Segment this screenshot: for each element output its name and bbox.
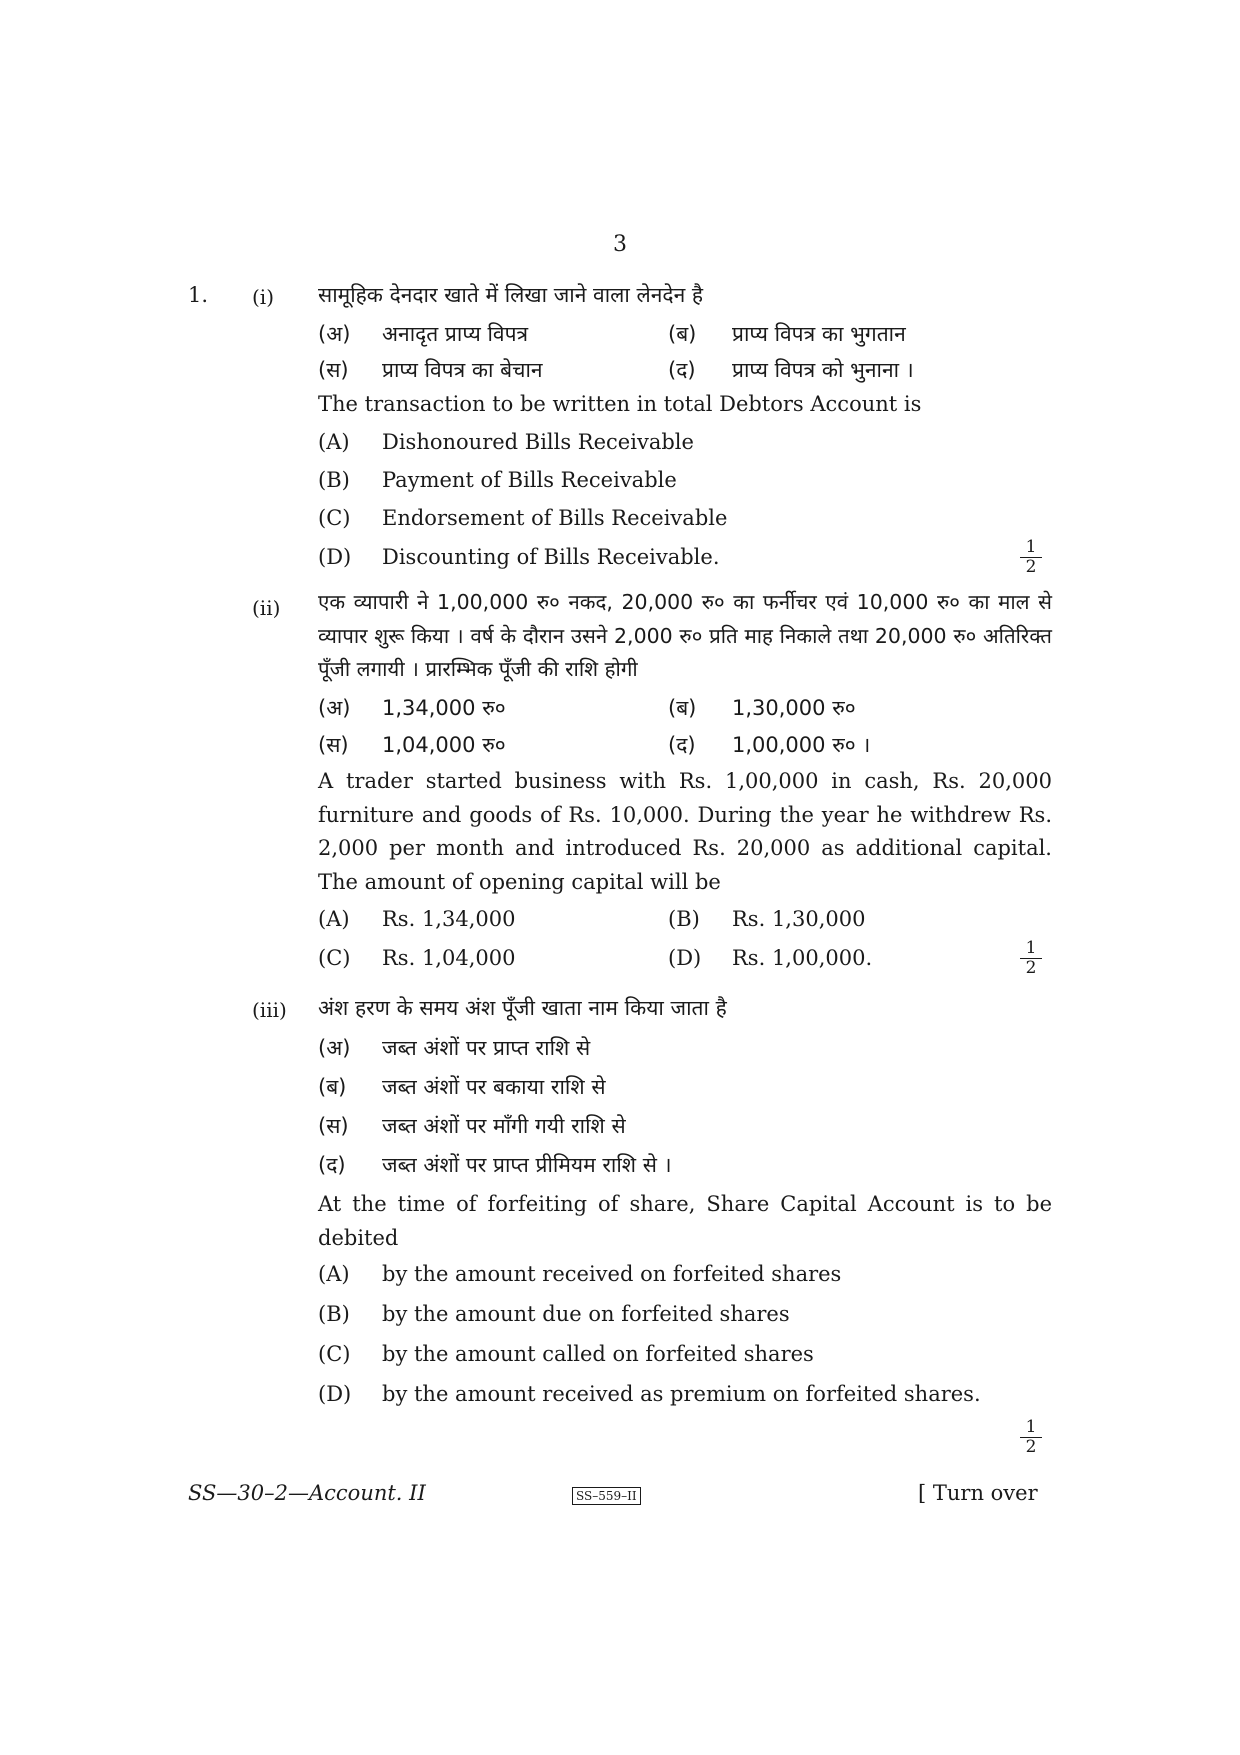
sub-question-roman-iii: (iii): [252, 998, 287, 1022]
question-number: 1.: [188, 283, 209, 307]
hindi-option-i-c: (स) प्राप्य विपत्र का बेचान: [318, 358, 543, 382]
footer-center-code: SS–559–II: [572, 1487, 641, 1505]
hindi-option-ii-d: (द) 1,00,000 रु० ।: [668, 733, 871, 757]
sub-question-roman-ii: (ii): [252, 596, 281, 620]
english-option-ii-c: (C) Rs. 1,04,000: [318, 946, 516, 970]
marks-fraction-ii: $\frac{1}{2}$: [1020, 939, 1042, 978]
hindi-option-ii-b: (ब) 1,30,000 रु०: [668, 696, 856, 720]
english-option-iii-d: (D) by the amount received as premium on forfeited shares.: [318, 1382, 981, 1406]
footer-turn-over: [ Turn over: [918, 1481, 1038, 1505]
hindi-option-i-d: (द) प्राप्य विपत्र को भुनाना ।: [668, 358, 914, 382]
english-option-i-c: (C) Endorsement of Bills Receivable: [318, 506, 728, 530]
hindi-option-iii-c: (स) जब्त अंशों पर माँगी गयी राशि से: [318, 1114, 626, 1138]
footer-paper-code: SS—30–2—Account. II: [188, 1481, 426, 1505]
hindi-option-iii-a: (अ) जब्त अंशों पर प्राप्त राशि से: [318, 1036, 591, 1060]
english-option-iii-b: (B) by the amount due on forfeited shares: [318, 1302, 790, 1326]
marks-fraction-iii: $\frac{1}{2}$: [1020, 1418, 1042, 1457]
hindi-question-i: सामूहिक देनदार खाते में लिखा जाने वाला लेनदेन है: [318, 283, 704, 307]
english-option-iii-c: (C) by the amount called on forfeited shares: [318, 1342, 814, 1366]
english-option-ii-d: (D) Rs. 1,00,000.: [668, 946, 873, 970]
hindi-option-ii-a: (अ) 1,34,000 रु०: [318, 696, 506, 720]
english-option-ii-a: (A) Rs. 1,34,000: [318, 907, 516, 931]
sub-question-roman-i: (i): [252, 285, 275, 309]
english-question-iii: At the time of forfeiting of share, Share Capital Account is to be debited: [318, 1192, 1052, 1250]
hindi-option-ii-c: (स) 1,04,000 रु०: [318, 733, 506, 757]
english-question-i: The transaction to be written in total Debtors Account is: [318, 392, 922, 416]
hindi-option-iii-b: (ब) जब्त अंशों पर बकाया राशि से: [318, 1075, 606, 1099]
english-option-i-b: (B) Payment of Bills Receivable: [318, 468, 677, 492]
hindi-question-iii: अंश हरण के समय अंश पूँजी खाता नाम किया जाता है: [318, 996, 727, 1020]
english-option-ii-b: (B) Rs. 1,30,000: [668, 907, 866, 931]
english-option-i-a: (A) Dishonoured Bills Receivable: [318, 430, 694, 454]
hindi-option-iii-d: (द) जब्त अंशों पर प्राप्त प्रीमियम राशि से ।: [318, 1153, 672, 1177]
hindi-question-ii: एक व्यापारी ने 1,00,000 रु० नकद, 20,000 रु० का फर्नीचर एवं 10,000 रु० का माल से व्यापार शुरू किया । वर्ष के दौरान उसने 2,000 रु० प्रति माह निकाले तथा 20,000 रु० अतिरिक्त पूँजी लगायी । प्रारम्भिक पूँजी की राशि होगी: [318, 590, 1052, 681]
english-question-ii: A trader started business with Rs. 1,00,000 in cash, Rs. 20,000 furniture and goods of Rs. 10,000. During the year he withdrew Rs. 2,000 per month and introduced Rs. 20,000 as additional capital. The amount of opening capital will be: [318, 769, 1052, 894]
english-option-i-d: (D) Discounting of Bills Receivable.: [318, 545, 720, 569]
marks-fraction-i: $\frac{1}{2}$: [1020, 538, 1042, 577]
hindi-option-i-b: (ब) प्राप्य विपत्र का भुगतान: [668, 322, 906, 346]
english-option-iii-a: (A) by the amount received on forfeited shares: [318, 1262, 842, 1286]
page-number: 3: [613, 232, 627, 257]
hindi-option-i-a: (अ) अनादृत प्राप्य विपत्र: [318, 322, 529, 346]
